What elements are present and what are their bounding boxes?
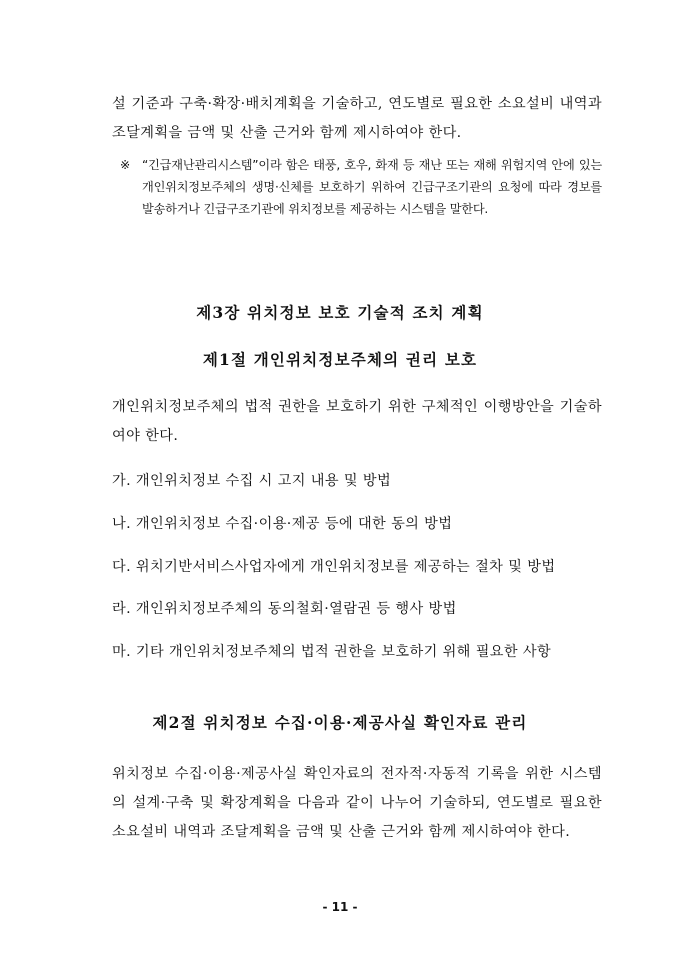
list-item: 다. 위치기반서비스사업자에게 개인위치정보를 제공하는 절차 및 방법 (112, 559, 556, 575)
section1-paragraph-block (112, 393, 602, 451)
section2-title: 제2절 위치정보 수집·이용·제공사실 확인자료 관리 (152, 713, 528, 732)
intro-paragraph: 설 기준과 구축·확장·배치계획을 기술하고, 연도별로 필요한 소요설비 내역과 조달계획을 금액 및 산출 근거와 함께 제시하여야 한다. (112, 96, 602, 141)
list-item: 나. 개인위치정보 수집·이용·제공 등에 대한 동의 방법 (112, 516, 453, 532)
chapter-title: 제3장 위치정보 보호 기술적 조치 계획 (196, 303, 484, 322)
section2-paragraph-block (112, 760, 602, 847)
section1-paragraph: 개인위치정보주체의 법적 권한을 보호하기 위한 구체적인 이행방안을 기술하여야 한다. (112, 399, 602, 444)
page-number: - 11 - (322, 900, 358, 914)
list-item: 마. 기타 개인위치정보주체의 법적 권한을 보호하기 위해 필요한 사항 (112, 644, 552, 660)
section1-title: 제1절 개인위치정보주체의 권리 보호 (202, 350, 478, 369)
section2-paragraph: 위치정보 수집·이용·제공사실 확인자료의 전자적·자동적 기록을 위한 시스템의 설계·구축 및 확장계획을 다음과 같이 나누어 기술하되, 연도별로 필요한 소요설비 내역과 조달계획을 금액 및 산출 근거와 함께 제시하여야 한다. (112, 766, 602, 840)
note-text: “긴급재난관리시스템”이라 함은 태풍, 호우, 화재 등 재난 또는 재해 위험지역 안에 있는 개인위치정보주체의 생명·신체를 보호하기 위하여 긴급구조기관의 요청에 따라 경보를 발송하거나 긴급구조기관에 위치정보를 제공하는 시스템을 말한다. (142, 158, 602, 216)
intro-paragraph-block (112, 90, 602, 148)
note-block (120, 154, 602, 220)
list-item: 가. 개인위치정보 수집 시 고지 내용 및 방법 (112, 473, 392, 489)
list-item: 라. 개인위치정보주체의 동의철회·열람권 등 행사 방법 (112, 601, 457, 617)
reference-mark-icon: ※ (120, 158, 131, 172)
